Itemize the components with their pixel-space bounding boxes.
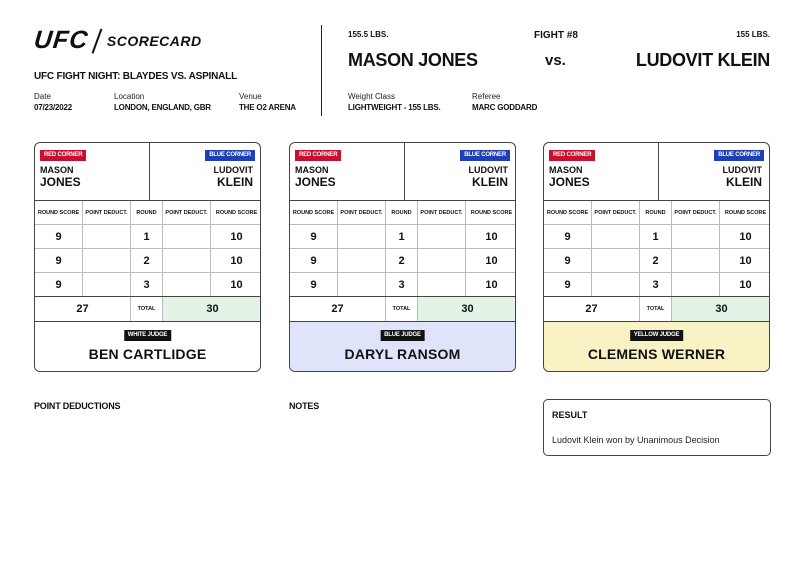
- blue-fighter: [723, 165, 763, 189]
- table-row: [544, 224, 769, 248]
- venue-value: THE O2 ARENA: [239, 103, 296, 112]
- red-last-name: JONES: [549, 175, 590, 189]
- judge-name: BEN CARTLIDGE: [88, 346, 207, 362]
- red-round-score: 9: [290, 225, 338, 248]
- header-round-score-red: ROUND SCORE: [290, 201, 338, 225]
- red-point-deduction: [592, 249, 640, 272]
- location-value: LONDON, ENGLAND, GBR: [114, 103, 211, 112]
- judge-badge: YELLOW JUDGE: [630, 330, 684, 341]
- header-round-score-blue: ROUND SCORE: [470, 210, 513, 216]
- blue-point-deduction: [418, 273, 466, 296]
- blue-total: 30: [163, 297, 261, 321]
- date-label: Date: [34, 92, 51, 101]
- table-row: [544, 272, 769, 296]
- score-header-row: [290, 200, 515, 224]
- table-row: [290, 224, 515, 248]
- table-row: [290, 248, 515, 272]
- round-number: 3: [386, 273, 418, 296]
- card-fighters: [290, 143, 515, 200]
- card-fighters: [544, 143, 769, 200]
- judge-name: CLEMENS WERNER: [587, 346, 726, 362]
- location-label: Location: [114, 92, 145, 101]
- blue-last-name: KLEIN: [472, 175, 508, 189]
- red-fighter: [40, 165, 81, 189]
- judge-area: [290, 321, 515, 372]
- corner-divider: [404, 143, 405, 200]
- date-value: 07/23/2022: [34, 103, 73, 112]
- red-round-score: 9: [35, 249, 83, 272]
- header-point-deduct-blue: POINT DEDUCT.: [418, 201, 466, 225]
- red-round-score: 9: [544, 273, 592, 296]
- blue-first-name: LUDOVIT: [468, 165, 508, 175]
- red-point-deduction: [338, 249, 386, 272]
- red-point-deduction: [338, 225, 386, 248]
- result-text: Ludovit Klein won by Unanimous Decision: [552, 435, 720, 445]
- header-point-deduct-blue: POINT DEDUCT.: [672, 201, 720, 225]
- blue-round-score: 10: [230, 254, 243, 267]
- round-number: 3: [131, 273, 163, 296]
- judge-name: DARYL RANSOM: [344, 346, 461, 362]
- judge-badge: WHITE JUDGE: [124, 330, 171, 341]
- blue-point-deduction: [418, 249, 466, 272]
- header-round: ROUND: [640, 201, 672, 225]
- total-row: [290, 296, 515, 321]
- judge-area: [35, 321, 260, 372]
- table-row: [35, 248, 260, 272]
- red-total: 27: [290, 297, 386, 321]
- red-last-name: JONES: [295, 175, 336, 189]
- total-row: [35, 296, 260, 321]
- venue-label: Venue: [239, 92, 262, 101]
- round-number: 2: [386, 249, 418, 272]
- red-point-deduction: [592, 273, 640, 296]
- blue-fighter: [214, 165, 254, 189]
- red-round-score: 9: [35, 225, 83, 248]
- red-total: 27: [35, 297, 131, 321]
- red-corner-badge: RED CORNER: [549, 150, 595, 161]
- blue-point-deduction: [163, 273, 211, 296]
- weight-class-label: Weight Class: [348, 92, 395, 101]
- header-round: ROUND: [386, 201, 418, 225]
- header-point-deduct-red: POINT DEDUCT.: [338, 201, 386, 225]
- red-point-deduction: [338, 273, 386, 296]
- red-first-name: MASON: [295, 165, 329, 175]
- card-fighters: [35, 143, 260, 200]
- total-label: TOTAL: [640, 297, 672, 321]
- red-round-score: 9: [290, 273, 338, 296]
- red-corner-badge: RED CORNER: [295, 150, 341, 161]
- total-label: TOTAL: [386, 297, 418, 321]
- referee-label: Referee: [472, 92, 501, 101]
- red-fighter-weight: 155.5 LBS.: [348, 30, 389, 39]
- score-header-row: [544, 200, 769, 224]
- red-fighter: [295, 165, 336, 189]
- red-fighter: [549, 165, 590, 189]
- corner-divider: [149, 143, 150, 200]
- round-number: 1: [386, 225, 418, 248]
- table-row: [35, 224, 260, 248]
- blue-round-score: 10: [485, 254, 498, 267]
- header-round-score-blue: ROUND SCORE: [724, 210, 767, 216]
- scorecard-blue-judge: [289, 142, 516, 372]
- blue-point-deduction: [418, 225, 466, 248]
- round-number: 2: [640, 249, 672, 272]
- logo-scorecard-text: SCORECARD: [106, 32, 202, 49]
- red-point-deduction: [83, 273, 131, 296]
- header-point-deduct-red: POINT DEDUCT.: [592, 201, 640, 225]
- table-row: [544, 248, 769, 272]
- table-row: [290, 272, 515, 296]
- blue-total: 30: [418, 297, 516, 321]
- blue-corner-badge: BLUE CORNER: [714, 150, 764, 161]
- event-title: UFC FIGHT NIGHT: BLAYDES VS. ASPINALL: [34, 71, 237, 82]
- header-round-score-red: ROUND SCORE: [544, 201, 592, 225]
- ufc-logo: [34, 26, 202, 55]
- blue-corner-badge: BLUE CORNER: [460, 150, 510, 161]
- fight-number: FIGHT #8: [534, 30, 578, 41]
- scorecard-yellow-judge: [543, 142, 770, 372]
- blue-point-deduction: [163, 249, 211, 272]
- logo-ufc-text: UFC: [32, 26, 90, 54]
- red-point-deduction: [83, 225, 131, 248]
- judge-badge: BLUE JUDGE: [380, 330, 425, 341]
- blue-fighter-name: LUDOVIT KLEIN: [635, 50, 770, 70]
- blue-total: 30: [672, 297, 770, 321]
- red-point-deduction: [592, 225, 640, 248]
- weight-class-value: LIGHTWEIGHT - 155 LBS.: [348, 103, 441, 112]
- result-title: RESULT: [552, 410, 588, 420]
- blue-first-name: LUDOVIT: [722, 165, 762, 175]
- blue-point-deduction: [672, 225, 720, 248]
- blue-last-name: KLEIN: [217, 175, 253, 189]
- red-last-name: JONES: [40, 175, 81, 189]
- red-first-name: MASON: [40, 165, 74, 175]
- blue-round-score: 10: [230, 230, 243, 243]
- corner-divider: [658, 143, 659, 200]
- header-round-score-blue: ROUND SCORE: [215, 210, 258, 216]
- score-header-row: [35, 200, 260, 224]
- notes-label: NOTES: [289, 401, 320, 411]
- point-deductions-label: POINT DEDUCTIONS: [34, 401, 121, 411]
- blue-point-deduction: [163, 225, 211, 248]
- red-round-score: 9: [544, 225, 592, 248]
- red-corner-badge: RED CORNER: [40, 150, 86, 161]
- scorecard-white-judge: [34, 142, 261, 372]
- logo-divider: [92, 28, 102, 53]
- red-total: 27: [544, 297, 640, 321]
- result-box: [543, 399, 771, 456]
- blue-point-deduction: [672, 273, 720, 296]
- versus-text: vs.: [545, 52, 566, 69]
- round-number: 1: [640, 225, 672, 248]
- header-round-score-red: ROUND SCORE: [35, 201, 83, 225]
- blue-round-score: 10: [739, 230, 752, 243]
- red-round-score: 9: [544, 249, 592, 272]
- blue-round-score: 10: [230, 278, 243, 291]
- red-first-name: MASON: [549, 165, 583, 175]
- blue-round-score: 10: [739, 254, 752, 267]
- red-point-deduction: [83, 249, 131, 272]
- red-round-score: 9: [290, 249, 338, 272]
- total-row: [544, 296, 769, 321]
- referee-value: MARC GODDARD: [472, 103, 538, 112]
- header-round: ROUND: [131, 201, 163, 225]
- header-divider: [321, 25, 322, 116]
- blue-first-name: LUDOVIT: [213, 165, 253, 175]
- header-point-deduct-red: POINT DEDUCT.: [83, 201, 131, 225]
- blue-last-name: KLEIN: [726, 175, 762, 189]
- blue-fighter: [469, 165, 509, 189]
- round-number: 3: [640, 273, 672, 296]
- table-row: [35, 272, 260, 296]
- round-number: 1: [131, 225, 163, 248]
- red-round-score: 9: [35, 273, 83, 296]
- judge-area: [544, 321, 769, 372]
- total-label: TOTAL: [131, 297, 163, 321]
- red-fighter-name: MASON JONES: [348, 50, 478, 70]
- blue-point-deduction: [672, 249, 720, 272]
- blue-round-score: 10: [739, 278, 752, 291]
- blue-corner-badge: BLUE CORNER: [205, 150, 255, 161]
- blue-round-score: 10: [485, 278, 498, 291]
- blue-fighter-weight: 155 LBS.: [736, 30, 770, 39]
- header-point-deduct-blue: POINT DEDUCT.: [163, 201, 211, 225]
- round-number: 2: [131, 249, 163, 272]
- blue-round-score: 10: [485, 230, 498, 243]
